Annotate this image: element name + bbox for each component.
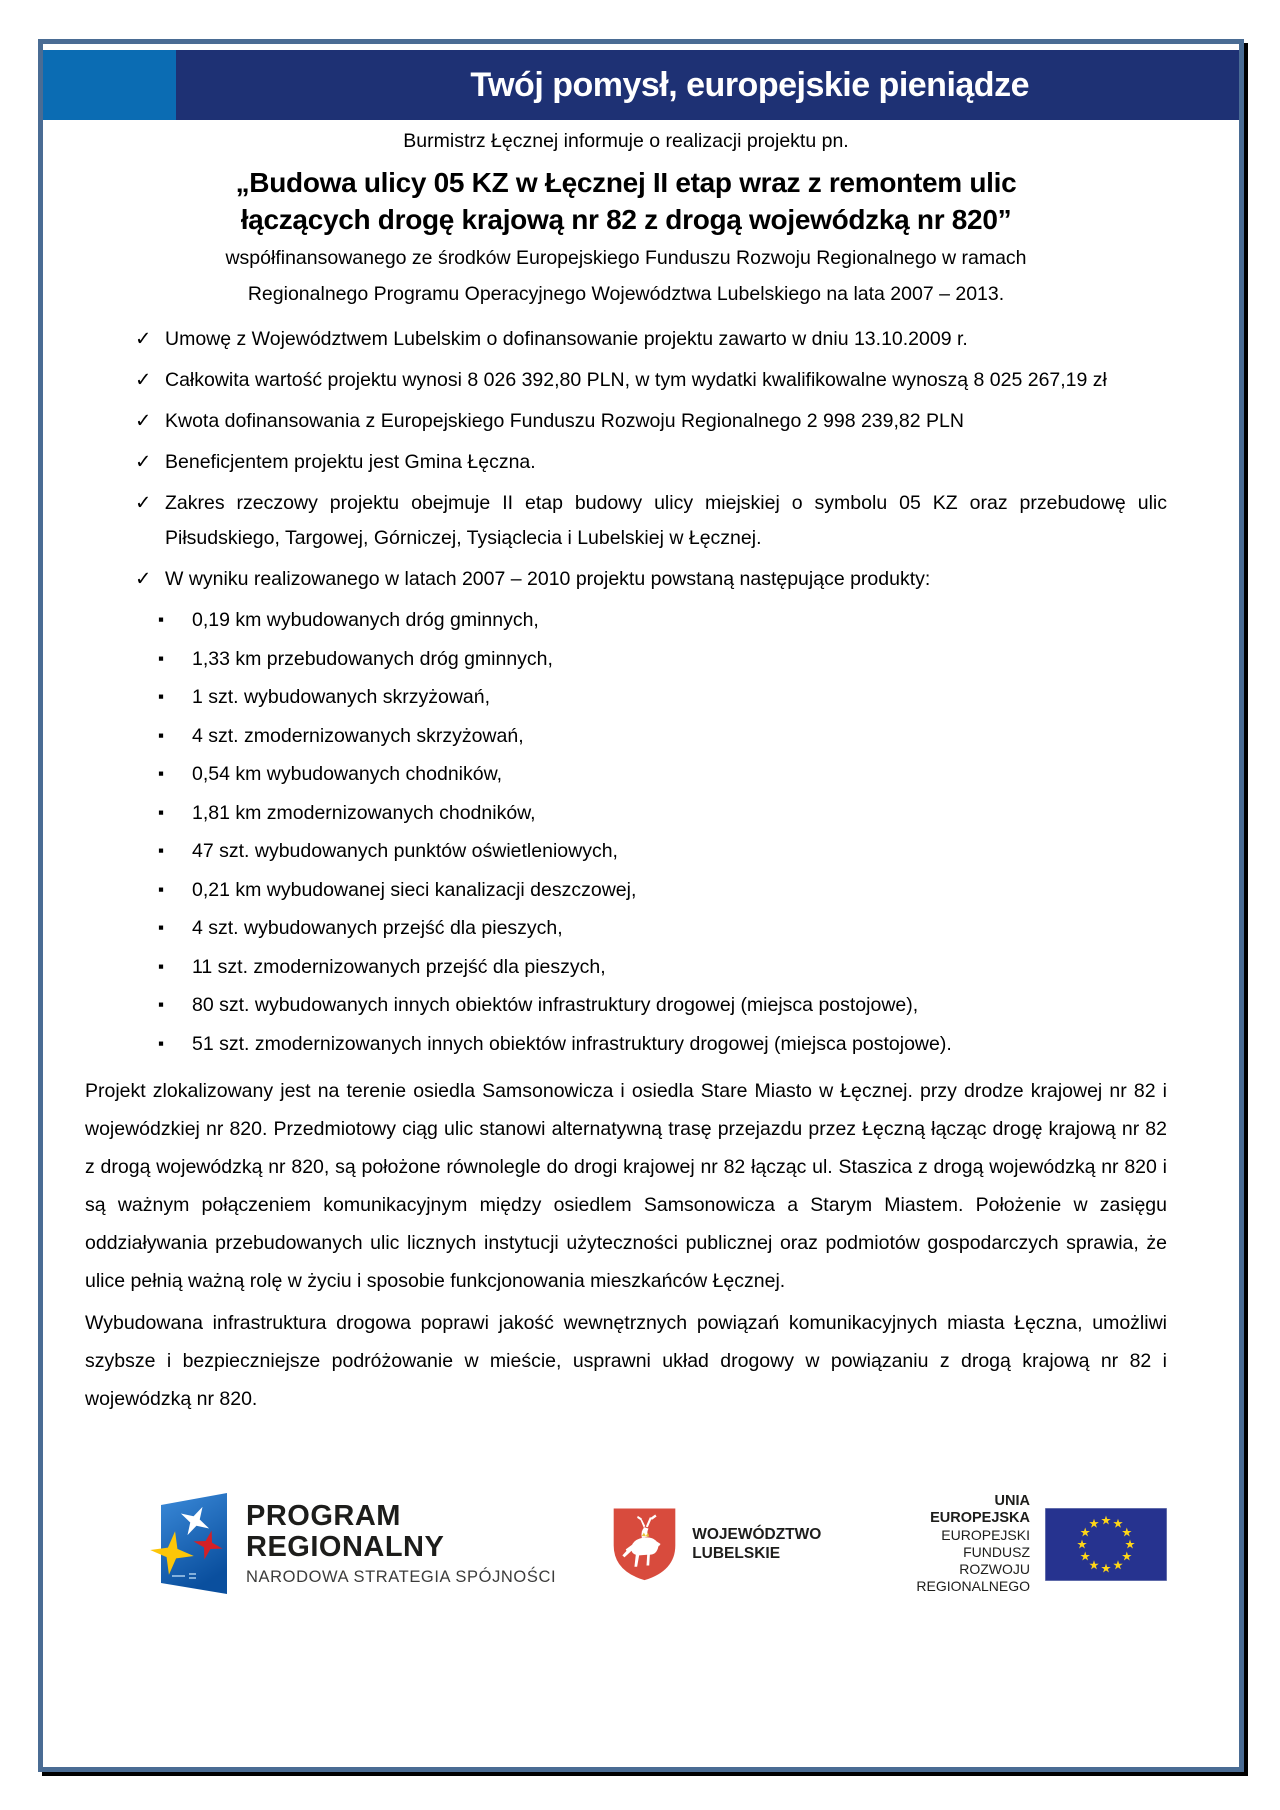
lubelskie-coat-of-arms-icon: [611, 1506, 678, 1582]
program-regionalny-line2: REGIONALNY: [246, 1531, 445, 1563]
list-item: [135, 404, 1167, 439]
list-item: [135, 445, 1167, 480]
intro-line: Burmistrz Łęcznej informuje o realizacji projektu pn.: [403, 130, 849, 152]
funding-subtitle-line1: współfinansowanego ze środków Europejskiego Funduszu Rozwoju Regionalnego w ramach: [225, 247, 1027, 269]
list-item-text: 51 szt. zmodernizowanych innych obiektów infrastruktury drogowej (miejsca postojowe).: [192, 1032, 952, 1055]
list-item: [158, 719, 1167, 755]
funding-subtitle: [85, 240, 1167, 312]
program-regionalny-text: [246, 1501, 556, 1587]
eu-line1: UNIA EUROPEJSKA: [930, 1493, 1030, 1526]
square-bullet-icon: ▪: [158, 879, 165, 899]
square-bullet-icon: ▪: [158, 802, 165, 822]
square-bullet-icon: ▪: [158, 725, 165, 745]
list-item: [158, 757, 1167, 793]
list-item-text: 47 szt. wybudowanych punktów oświetleniowych,: [192, 840, 618, 862]
list-item: [135, 486, 1167, 556]
list-item-text: Beneficjentem projektu jest Gmina Łęczna.: [165, 451, 536, 473]
eu-line3: ROZWOJU REGIONALNEGO: [916, 1561, 1030, 1594]
square-bullet-icon: ▪: [158, 918, 165, 937]
square-bullet-icon: ▪: [158, 956, 165, 976]
eu-flag-icon: [1045, 1508, 1167, 1581]
list-item-text: Kwota dofinansowania z Europejskiego Funduszu Rozwoju Regionalnego 2 998 239,82 PLN: [165, 410, 964, 432]
list-item-text: Zakres rzeczowy projektu obejmuje II etap budowy ulicy miejskiej o symbolu 05 KZ oraz przebudowę ulic Piłsudskiego, Targowej, Górniczej, Tysiąclecia i Lubelskiej w Łęcznej.: [165, 492, 1167, 549]
products-list: [85, 603, 1167, 1062]
list-item-text: W wyniku realizowanego w latach 2007 – 2010 projektu powstaną następujące produkty:: [165, 568, 931, 590]
list-item-text: 0,19 km wybudowanych dróg gminnych,: [192, 609, 539, 631]
square-bullet-icon: ▪: [158, 610, 165, 629]
list-item: [135, 363, 1167, 398]
list-item-text: Umowę z Województwem Lubelskim o dofinansowanie projektu zawarto w dniu 13.10.2009 r.: [165, 328, 968, 350]
list-item-text: 4 szt. zmodernizowanych skrzyżowań,: [192, 724, 524, 747]
list-item: [158, 796, 1167, 832]
program-regionalny-line3: NARODOWA STRATEGIA SPÓJNOŚCI: [246, 1568, 557, 1586]
list-item: [158, 834, 1167, 870]
check-icon: ✓: [135, 410, 152, 432]
banner-light-blue-block: [43, 50, 176, 120]
list-item-text: Całkowita wartość projektu wynosi 8 026 392,80 PLN, w tym wydatki kwalifikowalne wynoszą 8 025 267,19 zł: [165, 369, 1107, 391]
list-item: [158, 603, 1167, 639]
footer-logos: [85, 1488, 1167, 1600]
document-content: [43, 128, 1239, 1600]
list-item-text: 1 szt. wybudowanych skrzyżowań,: [192, 686, 491, 708]
banner-slogan: Twój pomysł, europejskie pieniądze: [470, 65, 1029, 104]
list-item: [158, 873, 1167, 909]
check-icon: ✓: [135, 369, 152, 391]
list-item: [158, 950, 1167, 986]
list-item-text: 0,21 km wybudowanej sieci kanalizacji deszczowej,: [192, 878, 637, 901]
project-title-line2: łączących drogę krajową nr 82 z drogą wojewódzką nr 820”: [240, 204, 1012, 235]
list-item: [135, 562, 1167, 597]
check-icon: ✓: [135, 328, 152, 350]
paragraph-location: Projekt zlokalizowany jest na terenie osiedla Samsonowicza i osiedla Stare Miasto w Łęcznej. przy drodze krajowej nr 82 i wojewódzkiej nr 820. Przedmiotowy ciąg ulic stanowi alternatywną trasę przejazdu przez Łęczną łącząc drogę krajową nr 82 z drogą wojewódzką nr 820, są położone równolegle do drogi krajowej nr 82 łącząc ul. Staszica z drogą wojewódzką nr 820 i są ważnym połączeniem komunikacyjnym między osiedlem Samsonowicza a Starym Miastem. Położenie w zasięgu oddziaływania przebudowanych ulic licznych instytucji użyteczności publicznej oraz podmiotów gospodarczych sprawia, że ulice pełnią ważną rolę w życiu i sposobie funkcjonowania mieszkańców Łęcznej.: [85, 1080, 1167, 1292]
list-item-text: 11 szt. zmodernizowanych przejść dla pieszych,: [192, 955, 606, 978]
body-paragraphs: [85, 1072, 1167, 1418]
square-bullet-icon: ▪: [158, 648, 165, 668]
check-icon: ✓: [135, 451, 152, 473]
check-icon: ✓: [135, 568, 152, 590]
square-bullet-icon: ▪: [158, 687, 165, 706]
list-item-text: 1,81 km zmodernizowanych chodników,: [192, 801, 536, 824]
wojewodztwo-lubelskie-text: [692, 1525, 821, 1563]
funding-subtitle-line2: Regionalnego Programu Operacyjnego Województwa Lubelskiego na lata 2007 – 2013.: [247, 283, 1005, 305]
square-bullet-icon: ▪: [158, 995, 165, 1014]
banner-navy-block: [176, 50, 1239, 120]
project-title-line1: „Budowa ulicy 05 KZ w Łęcznej II etap wraz z remontem ulic: [235, 167, 1017, 198]
list-item: [158, 988, 1167, 1024]
list-item: [158, 680, 1167, 716]
program-regionalny-flag-icon: [147, 1490, 228, 1598]
eu-line2: EUROPEJSKI FUNDUSZ: [941, 1527, 1030, 1560]
list-item: [158, 1027, 1167, 1063]
check-list: [85, 322, 1167, 597]
list-item: [158, 642, 1167, 678]
square-bullet-icon: ▪: [158, 841, 165, 860]
list-item-text: 4 szt. wybudowanych przejść dla pieszych,: [192, 917, 563, 939]
unia-europejska-text: [901, 1493, 1030, 1595]
program-regionalny-line1: PROGRAM: [246, 1500, 401, 1532]
check-icon: ✓: [135, 492, 152, 514]
project-title: [85, 164, 1167, 238]
square-bullet-icon: ▪: [158, 764, 165, 783]
wojewodztwo-line1: WOJEWÓDZTWO: [692, 1526, 822, 1543]
paragraph-benefits: Wybudowana infrastruktura drogowa poprawi jakość wewnętrznych powiązań komunikacyjnych miasta Łęczna, umożliwi szybsze i bezpieczniejsze podróżowanie w mieście, usprawni układ drogowy w powiązaniu z drogą krajową nr 82 i wojewódzką nr 820.: [85, 1312, 1167, 1410]
header-banner: [43, 50, 1239, 120]
document-frame: [38, 39, 1244, 1772]
list-item: [158, 911, 1167, 947]
wojewodztwo-line2: LUBELSKIE: [692, 1545, 781, 1562]
list-item-text: 80 szt. wybudowanych innych obiektów infrastruktury drogowej (miejsca postojowe),: [192, 994, 919, 1016]
list-item-text: 0,54 km wybudowanych chodników,: [192, 763, 503, 785]
list-item-text: 1,33 km przebudowanych dróg gminnych,: [192, 647, 553, 670]
square-bullet-icon: ▪: [158, 1033, 165, 1053]
list-item: [135, 322, 1167, 357]
